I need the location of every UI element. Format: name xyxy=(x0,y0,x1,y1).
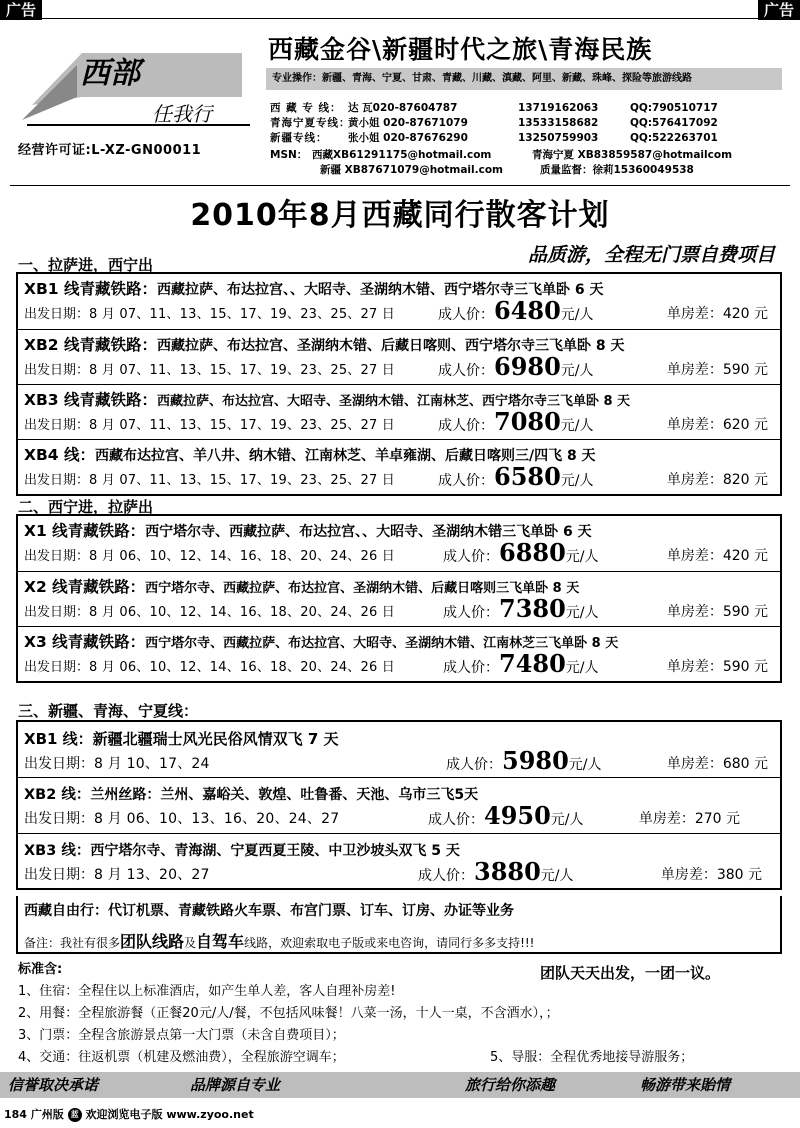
route-item xyxy=(18,516,780,571)
route-desc: 西藏布达拉宫、羊八井、纳木错、江南林芝、羊卓雍湖、后藏日喀则三/四飞 8 天 xyxy=(94,448,596,464)
price-unit: 元/人 xyxy=(565,549,599,565)
adult-label: 成人价： xyxy=(438,363,494,379)
route-price xyxy=(418,857,574,886)
single-label: 单房差： xyxy=(666,659,723,675)
contact-qinghai xyxy=(270,115,718,130)
single-supplement xyxy=(661,864,762,884)
date-label: 出发日期： xyxy=(24,756,94,772)
single-label: 单房差： xyxy=(666,306,723,322)
route-price xyxy=(443,594,599,623)
route-dates xyxy=(24,753,210,773)
adult-label: 成人价： xyxy=(438,418,494,434)
note-prefix: 备注：我社有很多 xyxy=(24,936,121,950)
msn-xinjiang: 新疆 XB87671079@hotmail.com xyxy=(320,164,504,176)
route-code: XB3 线： xyxy=(24,843,91,859)
date-values: 8 月 06、10、12、14、16、18、20、24、26 日 xyxy=(89,549,395,564)
route-price xyxy=(438,296,594,325)
route-dates xyxy=(24,864,210,884)
route-code: X3 线青藏铁路： xyxy=(24,633,146,651)
date-label: 出发日期： xyxy=(24,811,94,827)
section-title-3: 三、新疆、青海、宁夏线： xyxy=(18,702,199,720)
single-value: 270 元 xyxy=(694,811,740,827)
route-dates xyxy=(24,414,395,433)
route-item xyxy=(18,439,780,494)
footer-slogan: 品牌源自专业 xyxy=(190,1076,281,1094)
single-label: 单房差： xyxy=(666,472,723,488)
free-travel-label: 西藏自由行： xyxy=(24,903,108,919)
msn-xizang: 西藏XB61291175@hotmail.com xyxy=(312,149,492,161)
msn-label: MSN： xyxy=(270,149,308,161)
contact-qq: QQ:576417092 xyxy=(630,117,718,129)
route-name xyxy=(24,783,478,804)
logo-slogan: 任我行 xyxy=(152,102,212,126)
single-supplement xyxy=(667,656,768,676)
contact-mobile: 13250759903 xyxy=(518,132,599,144)
single-supplement xyxy=(667,414,768,434)
route-code: X1 线青藏铁路： xyxy=(24,522,146,540)
price-unit: 元/人 xyxy=(560,307,594,323)
adult-label: 成人价： xyxy=(428,812,484,828)
free-travel xyxy=(24,900,514,920)
price-unit: 元/人 xyxy=(565,660,599,676)
route-code: XB1 线： xyxy=(24,730,93,748)
price-unit: 元/人 xyxy=(560,363,594,379)
date-values: 8 月 06、10、13、16、20、24、27 xyxy=(94,811,340,827)
price-unit: 元/人 xyxy=(568,757,602,773)
date-label: 出发日期： xyxy=(24,363,90,378)
msn-qinghai: 青海宁夏 XB83859587@hotmailcom xyxy=(532,149,733,161)
msn-line-1 xyxy=(270,147,732,162)
footer-text: 欢迎浏览电子版 xyxy=(85,1108,163,1121)
date-values: 8 月 06、10、12、14、16、18、20、24、26 日 xyxy=(89,605,395,620)
top-rule xyxy=(40,18,760,19)
route-item xyxy=(18,777,780,833)
section-box-3 xyxy=(16,720,782,890)
contact-name-phone: 黄小姐 020-87671079 xyxy=(348,117,468,129)
contact-qq: QQ:522263701 xyxy=(630,132,718,144)
route-price xyxy=(438,352,594,381)
route-dates xyxy=(24,656,395,675)
route-name xyxy=(24,839,460,860)
single-supplement xyxy=(667,545,768,565)
date-values: 8 月 07、11、13、15、17、19、23、25、27 日 xyxy=(89,307,395,322)
adult-label: 成人价： xyxy=(443,549,499,565)
note xyxy=(24,929,535,952)
date-label: 出发日期： xyxy=(24,473,90,488)
route-item xyxy=(18,626,780,681)
single-value: 590 元 xyxy=(722,362,768,378)
single-value: 680 元 xyxy=(722,756,768,772)
page-edition: 广州版 xyxy=(30,1108,64,1121)
single-label: 单房差： xyxy=(666,417,723,433)
standard-item: 1、住宿：全程住以上标准酒店，如产生单人差，客人自理补房差! xyxy=(18,984,396,999)
single-value: 420 元 xyxy=(722,548,768,564)
note-suffix: 线路，欢迎索取电子版或来电咨询，请同行多多支持!!! xyxy=(244,936,535,950)
date-label: 出发日期： xyxy=(24,605,90,620)
section-box-1 xyxy=(16,272,782,496)
route-desc: 西宁塔尔寺、西藏拉萨、布达拉宫、大昭寺、圣湖纳木错、江南林芝三飞单卧 8 天 xyxy=(145,636,619,651)
route-item xyxy=(18,274,780,329)
note-group: 团队线路 xyxy=(120,932,185,951)
date-values: 8 月 07、11、13、15、17、19、23、25、27 日 xyxy=(89,418,395,433)
route-item xyxy=(18,571,780,626)
route-price xyxy=(438,407,594,436)
company-name: 西藏金谷\新疆时代之旅\青海民族 xyxy=(268,35,653,64)
section-title-2: 二、西宁进，拉萨出 xyxy=(18,498,154,516)
price-unit: 元/人 xyxy=(565,605,599,621)
price-unit: 元/人 xyxy=(540,868,574,884)
date-values: 8 月 10、17、24 xyxy=(94,756,210,772)
page-title: 2010年8月西藏同行散客计划 xyxy=(190,198,610,233)
logo-graphic xyxy=(22,35,252,130)
contact-name-phone: 达 瓦020-87604787 xyxy=(348,102,458,114)
date-label: 出发日期： xyxy=(24,549,90,564)
route-item xyxy=(18,833,780,888)
business-scope: 专业操作：新疆、青海、宁夏、甘肃、青藏、川藏、滇藏、阿里、新藏、珠峰、探险等旅游线路 xyxy=(266,68,782,90)
note-and: 及 xyxy=(184,936,197,950)
adult-price: 7480 xyxy=(499,649,566,678)
single-value: 590 元 xyxy=(722,659,768,675)
adult-label: 成人价： xyxy=(418,868,474,884)
single-value: 380 元 xyxy=(716,867,762,883)
route-code: XB3 线青藏铁路： xyxy=(24,391,157,409)
route-desc: 西宁塔尔寺、西藏拉萨、布达拉宫、圣湖纳木错、后藏日喀则三飞单卧 8 天 xyxy=(145,581,580,596)
route-desc: 兰州丝路：兰州、嘉峪关、敦煌、吐鲁番、天池、乌市三飞5天 xyxy=(90,787,479,803)
route-item xyxy=(18,722,780,777)
single-value: 420 元 xyxy=(722,306,768,322)
standard-item: 4、交通：往返机票（机建及燃油费），全程旅游空调车； xyxy=(18,1050,345,1065)
route-desc: 新疆北疆瑞士风光民俗风情双飞 7 天 xyxy=(92,730,339,748)
adult-label: 成人价： xyxy=(443,660,499,676)
contact-label: 青海宁夏专线： xyxy=(270,117,351,129)
date-values: 8 月 13、20、27 xyxy=(94,867,210,883)
contact-xinjiang xyxy=(270,130,718,145)
route-name xyxy=(24,728,339,749)
logo-brand: 西部 xyxy=(80,56,140,91)
adult-label: 成人价： xyxy=(438,473,494,489)
single-label: 单房差： xyxy=(666,604,723,620)
footer-url[interactable]: www.zyoo.net xyxy=(166,1108,254,1121)
page-number: 184 xyxy=(4,1108,27,1121)
free-travel-text: 代订机票、青藏铁路火车票、布宫门票、订车、订房、办证等业务 xyxy=(108,903,514,919)
route-price xyxy=(443,649,599,678)
route-desc: 西宁塔尔寺、青海湖、宁夏西夏王陵、中卫沙坡头双飞 5 天 xyxy=(90,843,460,859)
route-dates xyxy=(24,303,395,322)
route-desc: 西藏拉萨、布达拉宫、、大昭寺、圣湖纳木错、西宁塔尔寺三飞单卧 6 天 xyxy=(156,282,604,298)
route-price xyxy=(443,538,599,567)
date-values: 8 月 07、11、13、15、17、19、23、25、27 日 xyxy=(89,363,395,378)
route-item xyxy=(18,384,780,439)
contact-mobile: 13533158682 xyxy=(518,117,599,129)
footer-slogan: 旅行给你添趣 xyxy=(465,1076,556,1094)
route-dates xyxy=(24,469,395,488)
single-value: 590 元 xyxy=(722,604,768,620)
quality-supervise: 质量监督：徐莉15360049538 xyxy=(540,164,694,176)
single-supplement xyxy=(667,753,768,773)
route-code: XB2 线： xyxy=(24,787,91,803)
standard-item: 5、导服：全程优秀地接导游服务； xyxy=(490,1050,694,1065)
single-value: 620 元 xyxy=(722,417,768,433)
single-label: 单房差： xyxy=(666,756,723,772)
single-value: 820 元 xyxy=(722,472,768,488)
single-label: 单房差： xyxy=(638,811,695,827)
license-number: 经营许可证:L-XZ-GN00011 xyxy=(18,143,202,158)
date-label: 出发日期： xyxy=(24,660,90,675)
route-code: X2 线青藏铁路： xyxy=(24,578,146,596)
date-label: 出发日期： xyxy=(24,307,90,322)
route-dates xyxy=(24,545,395,564)
adult-price: 7080 xyxy=(494,407,561,436)
msn-line-2 xyxy=(320,162,694,177)
ad-label-left: 广告 xyxy=(0,0,42,20)
route-price xyxy=(438,462,594,491)
route-desc: 西藏拉萨、布达拉宫、圣湖纳木错、后藏日喀则、西宁塔尔寺三飞单卧 8 天 xyxy=(156,338,625,354)
standard-item: 3、门票：全程含旅游景点第一大门票（未含自费项目）； xyxy=(18,1028,345,1043)
price-unit: 元/人 xyxy=(560,418,594,434)
contact-xizang xyxy=(270,100,718,115)
price-unit: 元/人 xyxy=(550,812,584,828)
contact-mobile: 13719162063 xyxy=(518,102,599,114)
date-values: 8 月 06、10、12、14、16、18、20、24、26 日 xyxy=(89,660,395,675)
adult-price: 3880 xyxy=(474,857,541,886)
date-values: 8 月 07、11、13、15、17、19、23、25、27 日 xyxy=(89,473,395,488)
single-supplement xyxy=(667,359,768,379)
adult-price: 5980 xyxy=(502,746,569,775)
daily-departure: 团队天天出发，一团一议。 xyxy=(540,964,721,982)
route-desc: 西藏拉萨、布达拉宫、大昭寺、圣湖纳木错、江南林芝、西宁塔尔寺三飞单卧 8 天 xyxy=(156,394,631,409)
single-supplement xyxy=(667,601,768,621)
contact-qq: QQ:790510717 xyxy=(630,102,718,114)
adult-label: 成人价： xyxy=(446,757,502,773)
adult-price: 6880 xyxy=(499,538,566,567)
route-dates xyxy=(24,808,339,828)
route-dates xyxy=(24,359,395,378)
route-dates xyxy=(24,601,395,620)
contact-label: 西 藏 专 线： xyxy=(270,102,342,114)
adult-price: 6480 xyxy=(494,296,561,325)
quality-slogan: 品质游，全程无门票自费项目 xyxy=(527,244,775,266)
footer-slogan: 信誉取决承诺 xyxy=(8,1076,99,1094)
route-price xyxy=(446,746,602,775)
route-code: XB2 线青藏铁路： xyxy=(24,336,157,354)
date-label: 出发日期： xyxy=(24,418,90,433)
single-supplement xyxy=(667,469,768,489)
route-price xyxy=(428,801,584,830)
adult-label: 成人价： xyxy=(443,605,499,621)
adult-price: 4950 xyxy=(484,801,551,830)
single-label: 单房差： xyxy=(666,548,723,564)
single-supplement xyxy=(667,303,768,323)
route-desc: 西宁塔尔寺、西藏拉萨、布达拉宫、、大昭寺、圣湖纳木错三飞单卧 6 天 xyxy=(145,524,592,540)
extra-info-box xyxy=(16,896,782,954)
contact-name-phone: 张小姐 020-87676290 xyxy=(348,132,468,144)
section-title-1: 一、拉萨进，西宁出 xyxy=(18,256,154,274)
contact-label: 新疆专线： xyxy=(270,132,328,144)
footer-slogan: 畅游带来貽情 xyxy=(640,1076,731,1094)
adult-price: 6580 xyxy=(494,462,561,491)
single-supplement xyxy=(639,808,740,828)
badge-icon: 蓝 xyxy=(68,1108,82,1122)
route-code: XB4 线： xyxy=(24,446,95,464)
ad-label-right: 广告 xyxy=(758,0,800,20)
note-self-drive: 自驾车 xyxy=(196,932,245,951)
header-rule xyxy=(10,185,790,186)
footer-slogan-bar xyxy=(0,1072,800,1098)
route-item xyxy=(18,329,780,384)
page-footer xyxy=(4,1106,254,1122)
date-label: 出发日期： xyxy=(24,867,94,883)
company-logo xyxy=(22,35,252,130)
section-box-2 xyxy=(16,514,782,683)
route-code: XB1 线青藏铁路： xyxy=(24,280,157,298)
single-label: 单房差： xyxy=(666,362,723,378)
standards-title: 标准含: xyxy=(18,962,63,977)
adult-price: 6980 xyxy=(494,352,561,381)
single-label: 单房差： xyxy=(660,867,717,883)
adult-price: 7380 xyxy=(499,594,566,623)
price-unit: 元/人 xyxy=(560,473,594,489)
adult-label: 成人价： xyxy=(438,307,494,323)
standard-item: 2、用餐：全程旅游餐（正餐20元/人/餐，不包括风味餐！八菜一汤，十人一桌，不含酒水），； xyxy=(18,1006,559,1021)
